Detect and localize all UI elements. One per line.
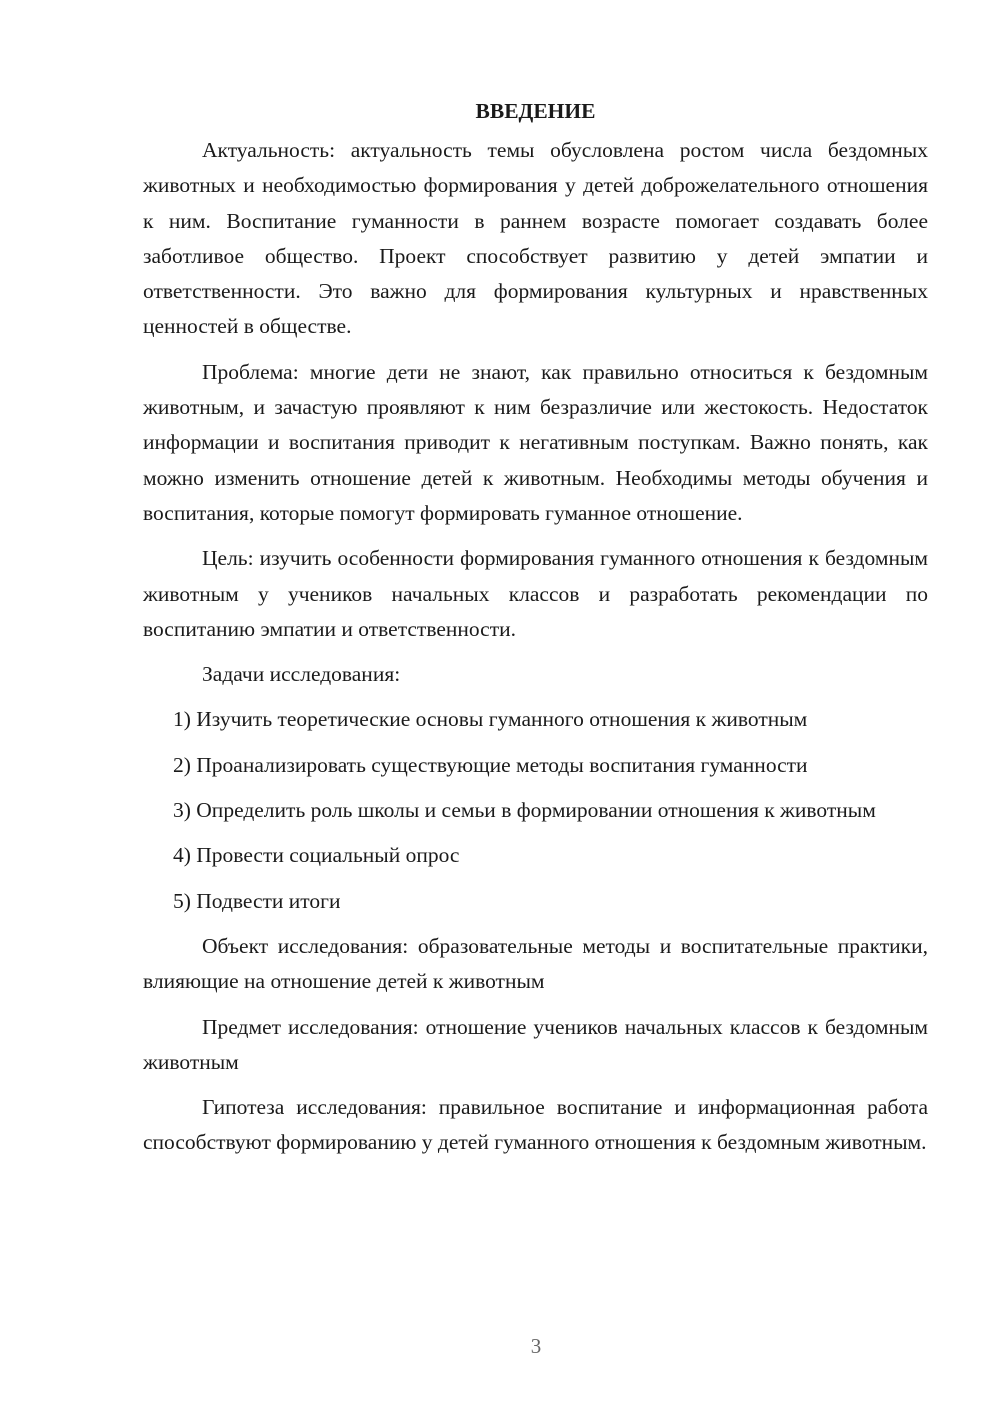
task-item: 4) Провести социальный опрос [173,843,460,868]
page-content [143,96,928,1171]
subject-paragraph: Предмет исследования: отношение учеников начальных классов к бездомным животным [143,1014,928,1074]
tasks-heading: Задачи исследования: [202,662,401,687]
object-paragraph: Объект исследования: образовательные методы и воспитательные практики, влияющие на отношение детей к животным [143,933,928,994]
page-number: 3 [530,1334,542,1358]
problem-paragraph: Проблема: многие дети не знают, как правильно относиться к бездомным животным, и зачастую проявляют к ним безразличие или жестокость. Недостаток информации и воспитания приводит к негативным поступкам. Важно понять, как можно изменить отношение детей к животным. Необходимы методы обучения и воспитания, которые помогут формировать гуманное отношение. [143,359,928,525]
hypothesis-paragraph: Гипотеза исследования: правильное воспитание и информационная работа способствуют формированию у детей гуманного отношения к бездомным животным. [143,1095,928,1155]
relevance-paragraph: Актуальность: актуальность темы обусловлена ростом числа бездомных животных и необходимостью формирования у детей доброжелательного отношения к ним. Воспитание гуманности в раннем возрасте помогает создавать более заботливое общество. Проект способствует развитию у детей эмпатии и ответственности. Это важно для формирования культурных и нравственных ценностей в обществе. [143,138,928,339]
section-title: ВВЕДЕНИЕ [475,99,596,123]
goal-paragraph: Цель: изучить особенности формирования гуманного отношения к бездомным животным у учеников начальных классов и разработать рекомендации по воспитанию эмпатии и ответственности. [143,546,928,641]
task-item: 2) Проанализировать существующие методы воспитания гуманности [173,752,808,777]
task-item: 3) Определить роль школы и семьи в формировании отношения к животным [173,798,876,823]
task-item: 1) Изучить теоретические основы гуманного отношения к животным [173,707,808,732]
task-item: 5) Подвести итоги [173,888,341,913]
